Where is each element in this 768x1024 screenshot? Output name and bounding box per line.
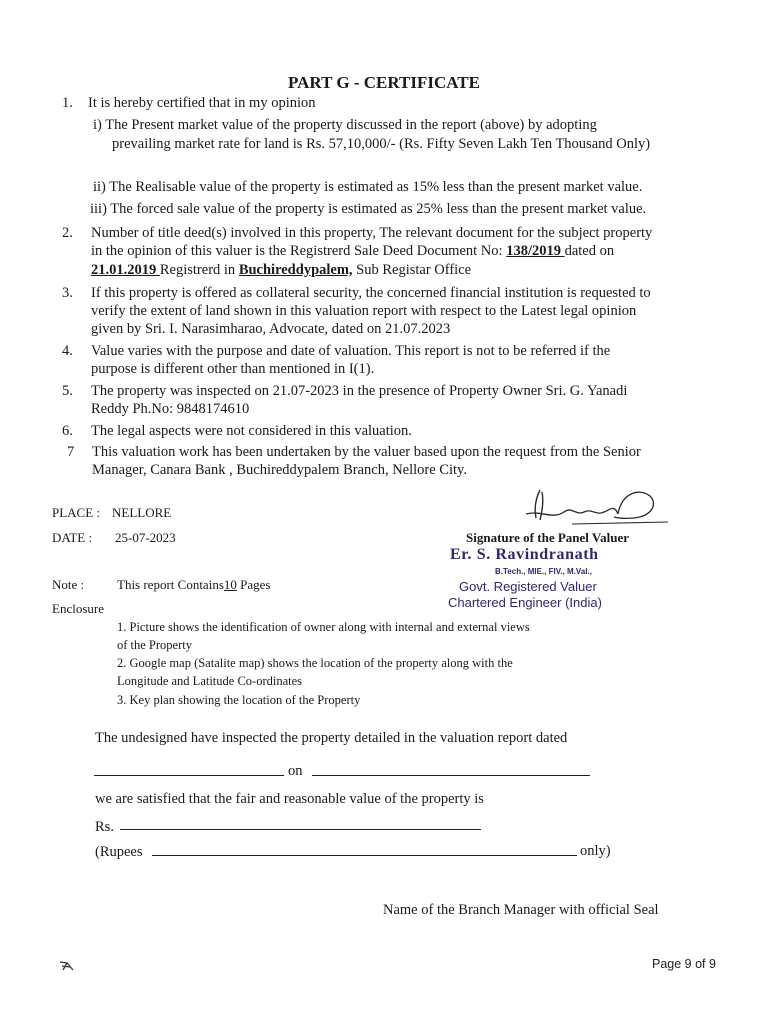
enclosure-item: 3. Key plan showing the location of the Property (117, 693, 361, 707)
item4-line1: Value varies with the purpose and date of valuation. This report is not to be referred if the (91, 343, 611, 359)
stamp-registered-valuer: Govt. Registered Valuer (459, 579, 597, 594)
rupees-label: (Rupees (95, 844, 143, 860)
note-label: Note : (52, 577, 85, 592)
item6-number: 6. (62, 423, 73, 439)
item1-i-line2: prevailing market rate for land is Rs. 57,10,000/- (Rs. Fifty Seven Lakh Ten Thousand Only) (112, 136, 651, 152)
scanner-mark-icon (58, 959, 76, 973)
inspection-date-blank (312, 775, 590, 776)
stamp-qualifications: B.Tech., MIE., FIV., M.Val., (495, 567, 592, 576)
item2-number: 2. (62, 225, 73, 241)
note-text-suffix: Pages (236, 577, 271, 592)
item3-line2: verify the extent of land shown in this valuation report with respect to the Latest legal opinion (91, 303, 637, 319)
date-label: DATE : (52, 530, 93, 545)
stamp-chartered-engineer: Chartered Engineer (India) (448, 595, 602, 610)
item1-i-line1: i) The Present market value of the property discussed in the report (above) by adopting (93, 117, 597, 133)
place-label: PLACE : (52, 505, 101, 520)
item4-line2: purpose is different other than mentioned in I(1). (91, 361, 375, 377)
handwritten-signature (522, 484, 672, 530)
enclosure-item: Longitude and Latitude Co-ordinates (117, 674, 303, 688)
item2-line2-end: dated on (564, 243, 615, 259)
item5-line1: The property was inspected on 21.07-2023 in the presence of Property Owner Sri. G. Yanadi (91, 383, 628, 399)
signature-label: Signature of the Panel Valuer (466, 530, 629, 545)
note-text-prefix: This report Contains (117, 577, 224, 592)
item2-line2 (91, 242, 614, 260)
on-label: on (288, 763, 303, 779)
enclosure-item: of the Property (117, 638, 192, 652)
item1-number: 1. (62, 95, 73, 111)
undersigned-statement: The undesigned have inspected the property detailed in the valuation report dated (95, 730, 568, 746)
rupees-words-blank (152, 855, 577, 856)
document-number: 138/2019 (506, 243, 565, 259)
registration-place: Buchireddypalem, (238, 262, 353, 278)
only-label: only) (580, 843, 611, 859)
item2-line3 (91, 261, 471, 279)
enclosure-item: 1. Picture shows the identification of owner along with internal and external views (117, 620, 530, 634)
page-title: PART G - CERTIFICATE (288, 73, 480, 92)
item1-iii: iii) The forced sale value of the property is estimated as 25% less than the present market value. (90, 201, 647, 217)
item2-line3-end: Sub Registar Office (352, 262, 472, 278)
rs-amount-blank (120, 829, 481, 830)
registration-date: 21.01.2019 (91, 262, 160, 278)
item5-line2: Reddy Ph.No: 9848174610 (91, 401, 250, 417)
item1-ii: ii) The Realisable value of the property is estimated as 15% less than the present market value. (93, 179, 643, 195)
item2-line2-text: in the opinion of this valuer is the Registrerd Sale Deed Document No: (91, 243, 507, 259)
item3-number: 3. (62, 285, 73, 301)
page-count: 10 (223, 577, 237, 592)
branch-manager-label: Name of the Branch Manager with official Seal (383, 902, 659, 918)
report-date-blank (94, 775, 284, 776)
enclosure-label: Enclosure (52, 601, 104, 616)
date-value: 25-07-2023 (115, 530, 176, 545)
item2-line3-text: Registrerd in (159, 262, 239, 278)
item3-line3: given by Sri. I. Narasimharao, Advocate, dated on 21.07.2023 (91, 321, 451, 337)
page-number: Page 9 of 9 (652, 957, 716, 971)
enclosure-item: 2. Google map (Satalite map) shows the location of the property along with the (117, 656, 513, 670)
item2-line1: Number of title deed(s) involved in this property, The relevant document for the subject property (91, 225, 653, 241)
note-text (117, 577, 270, 593)
item3-line1: If this property is offered as collateral security, the concerned financial institution is requested to (91, 285, 651, 301)
item4-number: 4. (62, 343, 73, 359)
satisfied-statement: we are satisfied that the fair and reasonable value of the property is (95, 791, 484, 807)
item7-line2: Manager, Canara Bank , Buchireddypalem Branch, Nellore City. (92, 462, 467, 478)
stamp-valuer-name: Er. S. Ravindranath (450, 546, 599, 563)
rs-label: Rs. (95, 819, 114, 835)
item5-number: 5. (62, 383, 73, 399)
item1-intro: It is hereby certified that in my opinion (88, 95, 316, 111)
place-value: NELLORE (112, 505, 172, 520)
item6-line1: The legal aspects were not considered in this valuation. (91, 423, 412, 439)
item7-line1: This valuation work has been undertaken by the valuer based upon the request from the Senior (92, 444, 641, 460)
item7-number: 7 (67, 444, 75, 460)
